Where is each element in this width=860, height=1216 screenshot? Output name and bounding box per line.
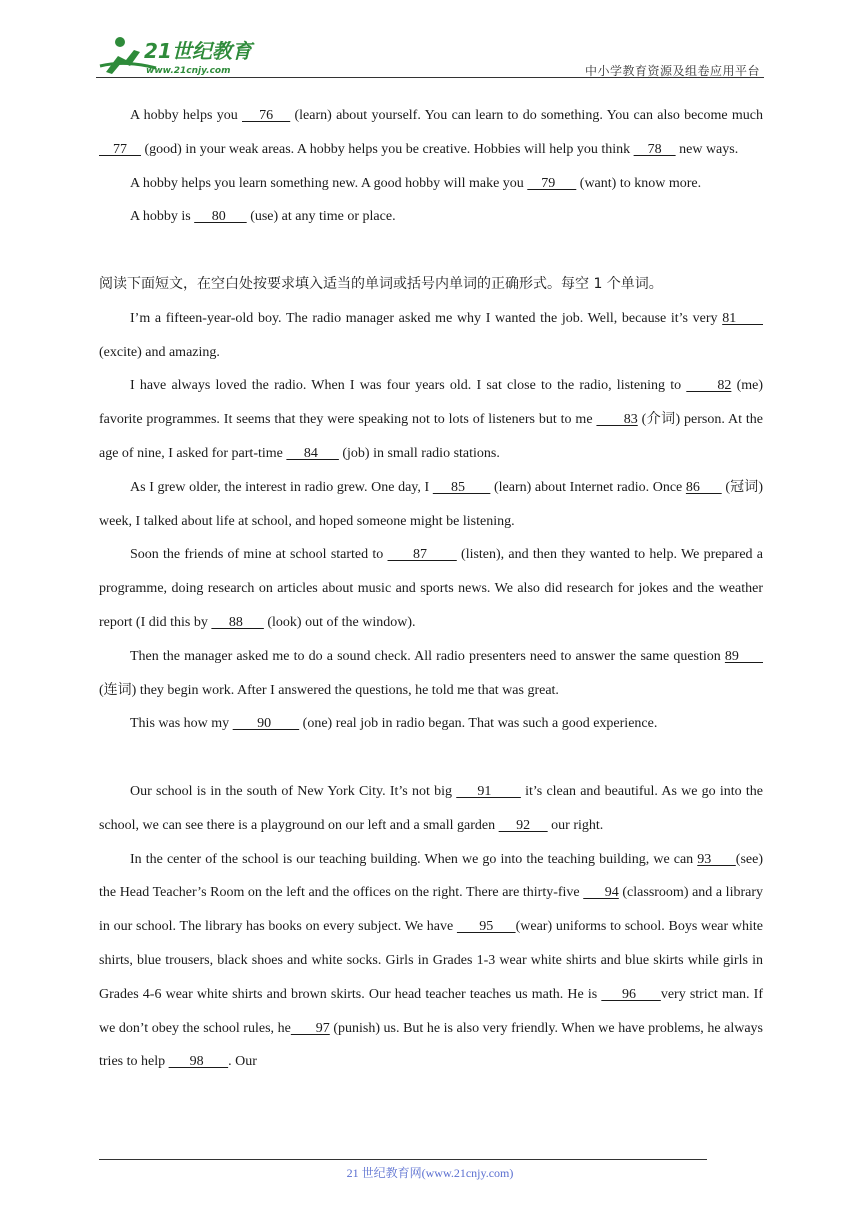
platform-label: 中小学教育资源及组卷应用平台 bbox=[584, 64, 760, 78]
passage2-paragraph3: As I grew older, the interest in radio grew. One day, I 85 (learn) about Internet radio. Once 86 (冠词) week, I talked about life at school, and hoped someone might be listening. bbox=[99, 479, 764, 529]
passage2-instruction: 阅读下面短文，在空白处按要求填入适当的单词或括号内单词的正确形式。每空 1 个单词。 bbox=[99, 275, 663, 292]
page-header bbox=[96, 32, 764, 78]
blank-85: 85 bbox=[432, 479, 491, 495]
passage1-paragraph1: A hobby helps you 76 (learn) about yourself. You can learn to do something. You can also become much 77 (good) in your weak areas. A hobby helps you be creative. Hobbies will help you think 78 new ways. bbox=[99, 108, 764, 157]
blank-92: 92 bbox=[498, 817, 548, 833]
passage3-paragraph2: In the center of the school is our teaching building. When we go into the teaching building, we can 93 (see) the Head Teacher’s Room on the left and the offices on the right. There are thirty-five 94 (classroom) and a library in our school. The library has books on every subject. We have 95 (wear) uniforms to school. Boys wear white shirts, blue trousers, black shoes and white socks. Girls in Grades 1-3 wear white shirts and blue skirts while girls in Grades 4-6 wear white shirts and brown skirts. Our head teacher teaches us math. He is 96 very strict man. If we don’t obey the school rules, he 97 (punish) us. But he is also very friendly. When we have problems, he always tries to help 98 . Our bbox=[99, 851, 764, 1070]
blank-87: 87 bbox=[387, 547, 457, 563]
blank-91: 91 bbox=[456, 783, 521, 799]
passage2-paragraph1: I’m a fifteen-year-old boy. The radio manager asked me why I wanted the job. Well, because it’s very 81 (excite) and amazing. bbox=[99, 310, 763, 360]
blank-76: 76 bbox=[242, 108, 291, 123]
site-logo bbox=[96, 32, 266, 78]
blank-97: 97 bbox=[290, 1020, 330, 1036]
passage1-paragraph2: A hobby helps you learn something new. A good hobby will make you 79 (want) to know more. bbox=[130, 175, 702, 191]
blank-81: 81 bbox=[722, 310, 763, 326]
blank-90: 90 bbox=[232, 716, 300, 732]
footer-link[interactable]: 21 世纪教育网(www.21cnjy.com) bbox=[346, 1166, 514, 1180]
blank-78: 78 bbox=[633, 141, 676, 157]
blank-88: 88 bbox=[211, 614, 264, 630]
blank-79: 79 bbox=[527, 175, 577, 191]
passage2-paragraph6: This was how my 90 (one) real job in radio began. That was such a good experience. bbox=[130, 716, 658, 732]
blank-82: 82 bbox=[686, 378, 732, 394]
blank-98: 98 bbox=[168, 1054, 229, 1070]
passage2-paragraph4: Soon the friends of mine at school started to 87 (listen), and then they wanted to help. We prepared a programme, doing research on articles about music and sports news. We also did research for jokes and the weather report (I did this by 88 (look) out of the window). bbox=[99, 547, 764, 630]
passage1-paragraph3: A hobby is 80 (use) at any time or place. bbox=[130, 209, 396, 225]
passage2-paragraph2: I have always loved the radio. When I was four years old. I sat close to the radio, listening to 82 (me) favorite programmes. It seems that they were speaking not to lots of listeners but to me 83 (介词) person. At the age of nine, I asked for part-time 84 (job) in small radio stations. bbox=[99, 378, 764, 461]
blank-93: 93 bbox=[697, 851, 736, 867]
blank-86: 86 bbox=[685, 479, 722, 495]
blank-84: 84 bbox=[286, 445, 339, 461]
blank-83: 83 bbox=[596, 412, 638, 428]
footer-divider bbox=[99, 1159, 707, 1160]
blank-95: 95 bbox=[456, 919, 516, 935]
blank-80: 80 bbox=[194, 209, 247, 225]
svg-text:21世纪教育: 21世纪教育 bbox=[144, 39, 252, 63]
svg-text:www.21cnjy.com: www.21cnjy.com bbox=[146, 66, 231, 76]
blank-94: 94 bbox=[583, 885, 619, 901]
blank-96: 96 bbox=[601, 986, 661, 1002]
header-divider bbox=[96, 77, 764, 78]
blank-89: 89 bbox=[724, 648, 763, 664]
blank-77: 77 bbox=[99, 141, 141, 157]
passage2-paragraph5: Then the manager asked me to do a sound check. All radio presenters need to answer the same question 89 (连词) they begin work. After I answered the questions, he told me that was great. bbox=[99, 648, 763, 698]
document-body bbox=[99, 99, 763, 1079]
passage3-paragraph1: Our school is in the south of New York City. It’s not big 91 it’s clean and beautiful. As we go into the school, we can see there is a playground on our left and a small garden 92 our right. bbox=[99, 783, 764, 833]
